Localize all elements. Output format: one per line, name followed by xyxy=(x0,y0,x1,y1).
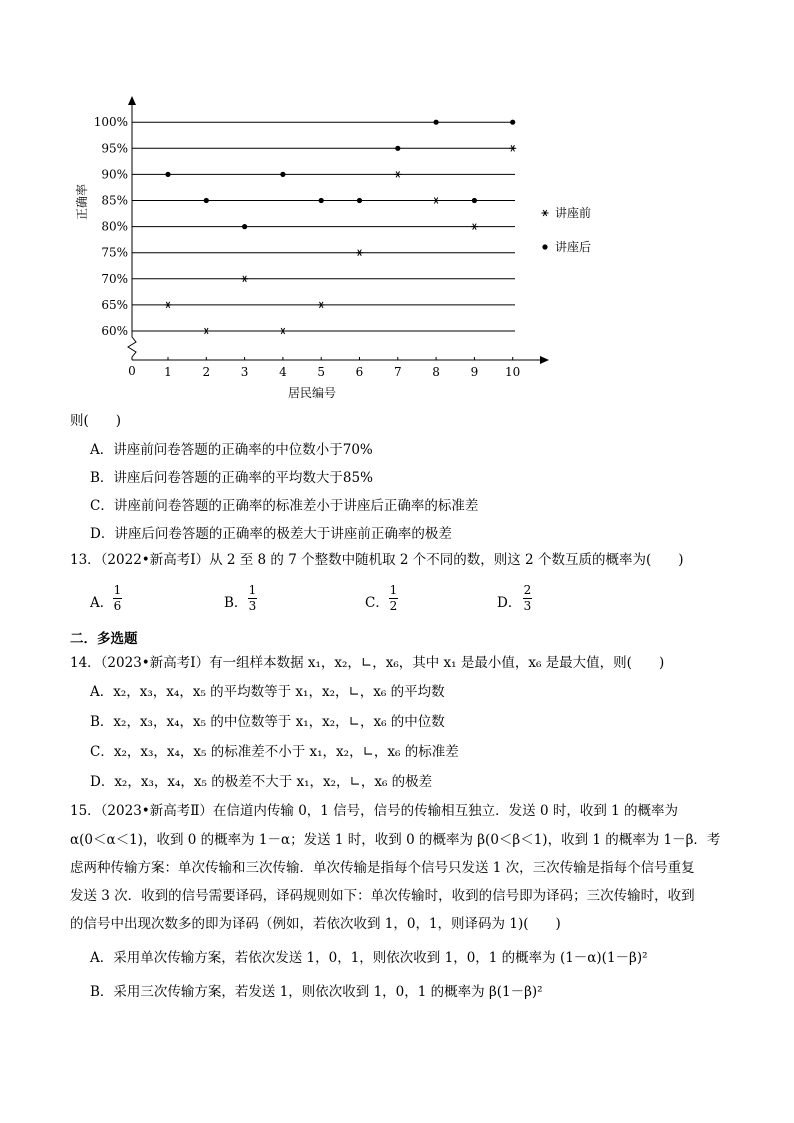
x-tick-label: 1 xyxy=(164,365,172,379)
y-tick-label: 85% xyxy=(101,193,128,208)
before-lecture-point xyxy=(394,171,401,177)
q15-option-b: B．采用三次传输方案，若发送 1，则依次收到 1，0，1 的概率为 β(1－β)² xyxy=(90,984,543,1000)
q15-line-3: 虑两种传输方案：单次传输和三次传输．单次传输是指每个信号只发送 1 次，三次传输是指每个信号重复 xyxy=(70,860,695,876)
before-lecture-point xyxy=(279,328,286,334)
chart-legend xyxy=(542,205,592,254)
q13-option-b-denominator: 3 xyxy=(248,599,257,613)
legend-label-before: 讲座前 xyxy=(555,206,592,220)
after-lecture-point xyxy=(395,146,400,151)
x-tick-label: 4 xyxy=(279,365,287,379)
q13-option-a-fraction xyxy=(113,584,122,613)
after-lecture-point xyxy=(319,198,324,203)
legend-after-marker xyxy=(542,244,547,249)
y-tick-label: 80% xyxy=(101,219,128,234)
before-lecture-point xyxy=(318,302,325,308)
y-tick-label: 75% xyxy=(101,245,128,260)
y-tick-label: 100% xyxy=(93,115,128,130)
x-tick-label: 3 xyxy=(240,365,249,379)
q14-option-c: C．x₂，x₃，x₄，x₅ 的标准差不小于 x₁，x₂，∟，x₆ 的标准差 xyxy=(90,744,459,760)
q15-line-1: 15．（2023•新高考Ⅱ）在信道内传输 0，1 信号，信号的传输相互独立．发送 0 时，收到 1 的概率为 xyxy=(70,803,679,819)
section-heading-multi-choice: 二．多选题 xyxy=(70,631,138,647)
q13-option-a-numerator: 1 xyxy=(113,583,122,597)
y-axis-break xyxy=(128,337,136,360)
q13-option-b-numerator: 1 xyxy=(248,583,257,597)
q14-option-b: B．x₂，x₃，x₄，x₅ 的中位数等于 x₁，x₂，∟，x₆ 的中位数 xyxy=(90,714,445,730)
y-axis-arrow xyxy=(128,96,136,105)
before-lecture-point xyxy=(509,145,516,151)
q14-stem: 14．（2023•新高考Ⅰ）有一组样本数据 x₁，x₂，∟，x₆，其中 x₁ 是最小值，x₆ 是最大值，则( ) xyxy=(70,655,665,671)
x-axis-label: 居民编号 xyxy=(287,386,337,400)
after-lecture-point xyxy=(510,120,515,125)
x-tick-label: 5 xyxy=(317,365,326,379)
before-lecture-point xyxy=(356,250,363,256)
q12-option-a: A．讲座前问卷答题的正确率的中位数小于70% xyxy=(90,442,373,458)
origin-label: 0 xyxy=(128,364,136,378)
y-tick-labels xyxy=(94,115,128,338)
q14-option-d: D．x₂，x₃，x₄，x₅ 的极差不大于 x₁，x₂，∟，x₆ 的极差 xyxy=(90,774,433,790)
x-tick-label: 10 xyxy=(505,365,521,379)
before-lecture-point xyxy=(471,224,478,230)
before-lecture-point xyxy=(165,302,172,308)
chart-gridlines xyxy=(132,122,515,331)
before-lecture-point xyxy=(241,276,248,282)
q13-option-d-letter: D． xyxy=(497,595,522,611)
x-tick-label: 2 xyxy=(202,365,211,379)
y-tick-label: 70% xyxy=(101,271,128,286)
q13-option-d-fraction xyxy=(523,584,532,613)
y-tick-label: 65% xyxy=(101,297,128,312)
q12-option-b: B．讲座后问卷答题的正确率的平均数大于85% xyxy=(90,470,373,486)
q13-option-a-letter: A． xyxy=(90,595,114,611)
legend-label-after: 讲座后 xyxy=(555,240,592,254)
after-lecture-point xyxy=(204,198,209,203)
q13-option-b-fraction xyxy=(248,584,257,613)
q13-option-c-denominator: 2 xyxy=(389,599,398,613)
y-tick-label: 95% xyxy=(101,141,128,156)
y-tick-label: 90% xyxy=(101,167,128,182)
x-axis-arrow xyxy=(540,356,549,364)
x-tick-label: 7 xyxy=(393,365,402,379)
x-tick-label: 6 xyxy=(355,365,364,379)
q13-option-c-numerator: 1 xyxy=(389,583,398,597)
q13-stem: 13．（2022•新高考Ⅰ）从 2 至 8 的 7 个整数中随机取 2 个不同的数，则这 2 个数互质的概率为( ) xyxy=(70,552,684,568)
after-lecture-point xyxy=(434,120,439,125)
after-lecture-point xyxy=(357,198,362,203)
after-lecture-point xyxy=(242,224,247,229)
before-lecture-point xyxy=(203,328,210,334)
accuracy-scatter-chart xyxy=(70,90,630,410)
q13-option-a-denominator: 6 xyxy=(113,599,122,613)
chart-axes xyxy=(128,96,549,364)
q15-line-4: 发送 3 次．收到的信号需要译码，译码规则如下：单次传输时，收到的信号即为译码；三次传输时，收到 xyxy=(70,888,695,904)
after-lecture-point xyxy=(472,198,477,203)
q12-option-c: C．讲座前问卷答题的正确率的标准差小于讲座后正确率的标准差 xyxy=(90,498,479,514)
q14-option-a: A．x₂，x₃，x₄，x₅ 的平均数等于 x₁，x₂，∟，x₆ 的平均数 xyxy=(90,684,445,700)
x-tick-label: 9 xyxy=(470,365,479,379)
y-tick-label: 60% xyxy=(101,324,128,338)
q13-option-c-fraction xyxy=(389,584,398,613)
q12-option-d: D．讲座后问卷答题的正确率的极差大于讲座前正确率的极差 xyxy=(90,526,452,542)
legend-before-marker xyxy=(542,210,549,216)
q13-option-d-numerator: 2 xyxy=(523,583,532,597)
q13-option-c-letter: C． xyxy=(365,595,389,611)
y-axis-label: 正确率 xyxy=(75,183,89,221)
before-lecture-point xyxy=(433,197,440,203)
q13-option-d-denominator: 3 xyxy=(523,599,532,613)
q15-option-a: A．采用单次传输方案，若依次发送 1，0，1，则依次收到 1，0，1 的概率为 (1－α)(1－β)² xyxy=(90,950,648,966)
after-lecture-point xyxy=(165,172,170,177)
after-lecture-point xyxy=(280,172,285,177)
q15-line-5: 的信号中出现次数多的即为译码（例如，若依次收到 1，0，1，则译码为 1)( ) xyxy=(70,916,561,932)
q13-option-b-letter: B． xyxy=(224,595,248,611)
q15-line-2: α(0＜α＜1)，收到 0 的概率为 1－α；发送 1 时，收到 0 的概率为 β(0＜β＜1)，收到 1 的概率为 1－β．考 xyxy=(70,832,721,848)
x-tick-label: 8 xyxy=(432,365,440,379)
q12-stem: 则( ) xyxy=(70,413,122,429)
